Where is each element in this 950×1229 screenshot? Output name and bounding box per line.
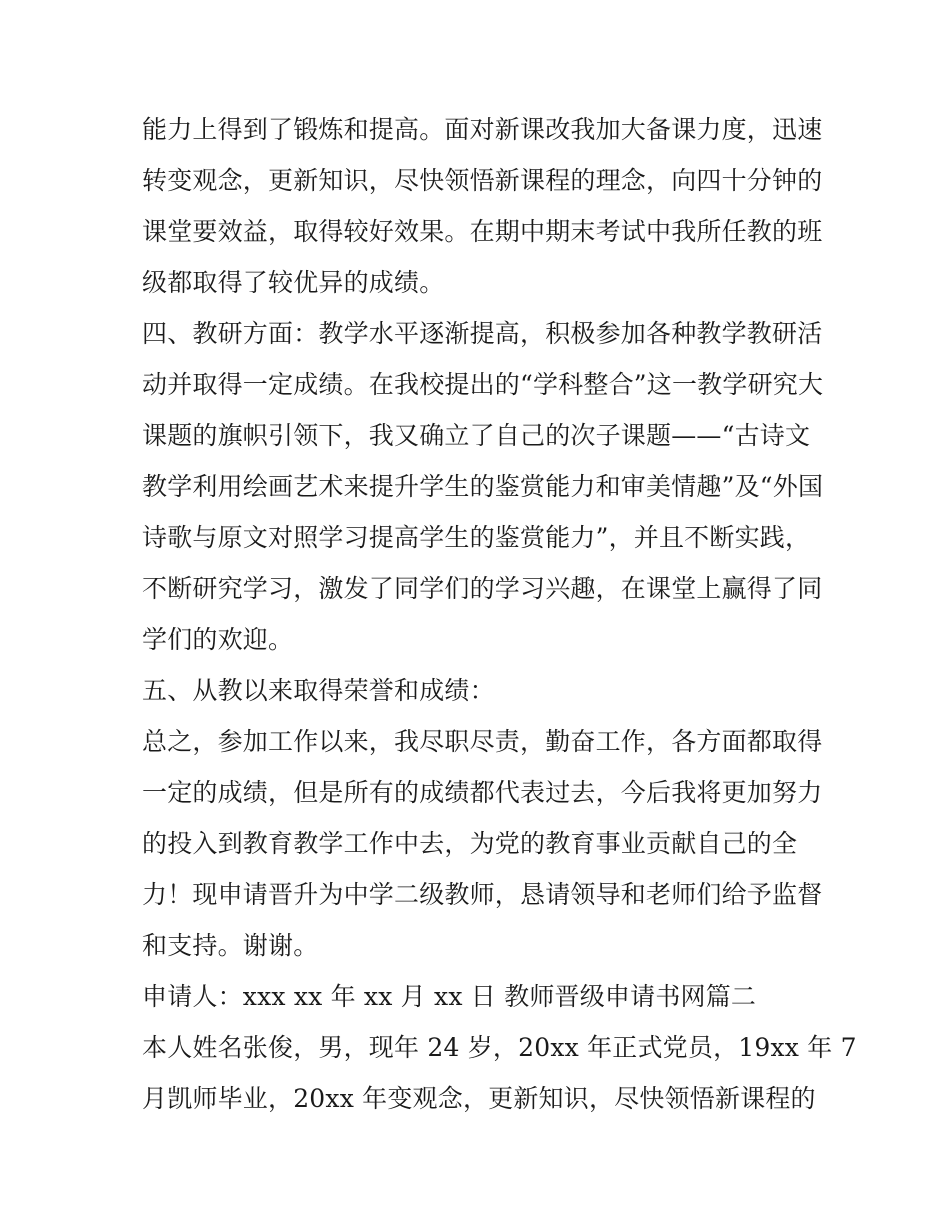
text-line-4: 级都取得了较优异的成绩。 [142,268,445,297]
text-line-11: 学们的欢迎。 [142,625,294,654]
text-line-17: 和支持。谢谢。 [142,931,319,960]
text-line-2: 转变观念，更新知识，尽快领悟新课程的理念，向四十分钟的 [142,166,823,195]
text-line-19: 本人姓名张俊，男，现年 24 岁，20xx 年正式党员，19xx 年 7 [142,1033,857,1062]
document-body [142,104,857,1124]
text-line-9: 诗歌与原文对照学习提高学生的鉴赏能力”，并且不断实践， [142,523,811,552]
text-line-3: 课堂要效益，取得较好效果。在期中期末考试中我所任教的班 [142,217,823,246]
applicant-signature-line: 申请人：xxx xx 年 xx 月 xx 日 教师晋级申请书网篇二 [142,982,757,1011]
text-line-1: 能力上得到了锻炼和提高。面对新课改我加大备课力度，迅速 [142,115,823,144]
text-line-20: 月凯师毕业，20xx 年变观念，更新知识，尽快领悟新课程的 [142,1084,816,1113]
text-line-16: 力！现申请晋升为中学二级教师，恳请领导和老师们给予监督 [142,880,823,909]
text-line-6: 动并取得一定成绩。在我校提出的“学科整合”这一教学研究大 [142,370,824,399]
text-line-8: 教学利用绘画艺术来提升学生的鉴赏能力和审美情趣”及“外国 [142,472,824,501]
text-line-15: 的投入到教育教学工作中去，为党的教育事业贡献自己的全 [142,829,798,858]
section-heading-research: 四、教研方面：教学水平逐渐提高，积极参加各种教学教研活 [142,319,823,348]
text-line-13: 总之，参加工作以来，我尽职尽责，勤奋工作，各方面都取得 [142,727,823,756]
text-line-7: 课题的旗帜引领下，我又确立了自己的次子课题——“古诗文 [142,421,811,450]
section-heading-honors: 五、从教以来取得荣誉和成绩： [142,676,495,705]
text-line-14: 一定的成绩，但是所有的成绩都代表过去，今后我将更加努力 [142,778,823,807]
text-line-10: 不断研究学习，激发了同学们的学习兴趣，在课堂上赢得了同 [142,574,823,603]
